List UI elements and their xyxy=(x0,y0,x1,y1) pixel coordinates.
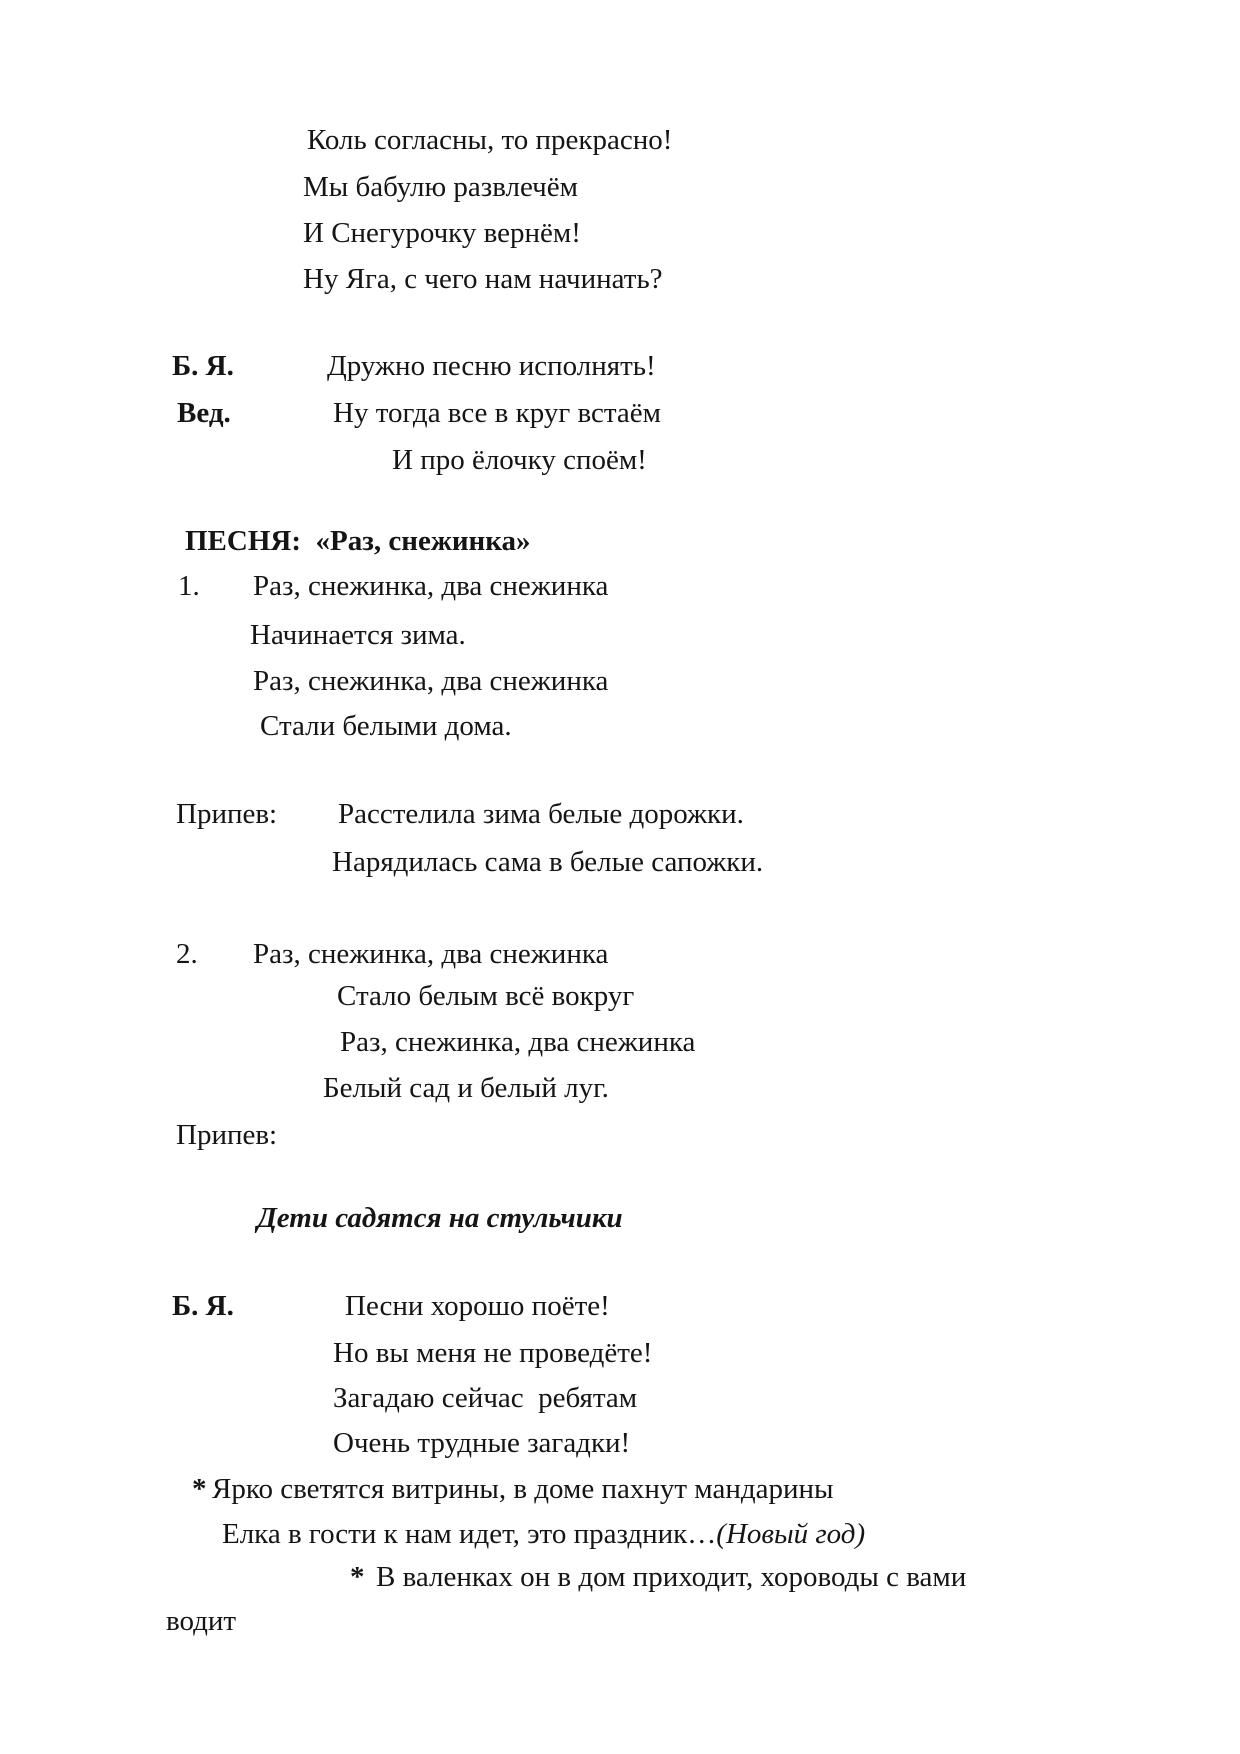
dialogue-text-line: Мы бабулю развлечём xyxy=(303,171,578,203)
lyric-line: Расстелила зима белые дорожки. xyxy=(338,798,744,830)
riddle-line: В валенках он в дом приходит, хороводы с вами xyxy=(376,1561,967,1593)
lyric-line: Начинается зима. xyxy=(250,619,466,651)
lyric-line: Раз, снежинка, два снежинка xyxy=(340,1026,696,1058)
dialogue-text-line: И Снегурочку вернём! xyxy=(303,217,581,249)
dialogue-text-line: Очень трудные загадки! xyxy=(333,1427,631,1459)
speaker-label: Б. Я. xyxy=(172,1290,234,1322)
lyric-line: Белый сад и белый луг. xyxy=(323,1072,609,1104)
chorus-label: Припев: xyxy=(176,798,278,830)
lyric-line: Нарядилась сама в белые сапожки. xyxy=(332,846,764,878)
dialogue-text-line: Дружно песню исполнять! xyxy=(327,350,656,382)
riddle-question: Елка в гости к нам идет, это праздник… xyxy=(222,1518,717,1550)
dialogue-text-line: Ну тогда все в круг встаём xyxy=(333,397,661,429)
lyric-line: Раз, снежинка, два снежинка xyxy=(253,570,609,602)
riddle-answer: (Новый год) xyxy=(716,1518,866,1550)
verse-number: 1. xyxy=(178,570,200,602)
dialogue-text-line: И про ёлочку споём! xyxy=(392,444,647,476)
lyric-line: Раз, снежинка, два снежинка xyxy=(253,665,609,697)
lyric-line: Стали белыми дома. xyxy=(260,710,512,742)
dialogue-text-line: Загадаю сейчас ребятам xyxy=(333,1382,638,1414)
dialogue-text-line: Песни хорошо поёте! xyxy=(345,1290,610,1322)
chorus-label: Припев: xyxy=(176,1119,278,1151)
riddle-line xyxy=(222,1516,865,1552)
speaker-label: Вед. xyxy=(177,397,231,429)
lyric-line: Раз, снежинка, два снежинка xyxy=(253,938,609,970)
dialogue-text-line: Но вы меня не проведёте! xyxy=(333,1337,653,1369)
lyric-line: Стало белым всё вокруг xyxy=(337,980,635,1012)
verse-number: 2. xyxy=(176,938,198,970)
riddle-bullet: * xyxy=(192,1473,207,1505)
song-title: ПЕСНЯ: «Раз, снежинка» xyxy=(185,525,531,557)
riddle-line: Ярко светятся витрины, в доме пахнут мандарины xyxy=(212,1473,834,1505)
dialogue-text-line: Коль согласны, то прекрасно! xyxy=(307,124,673,156)
riddle-line-continuation: водит xyxy=(166,1605,237,1637)
speaker-label: Б. Я. xyxy=(172,350,234,382)
stage-direction: Дети садятся на стульчики xyxy=(257,1202,623,1234)
dialogue-text-line: Ну Яга, с чего нам начинать? xyxy=(303,263,663,295)
riddle-bullet: * xyxy=(350,1561,365,1593)
